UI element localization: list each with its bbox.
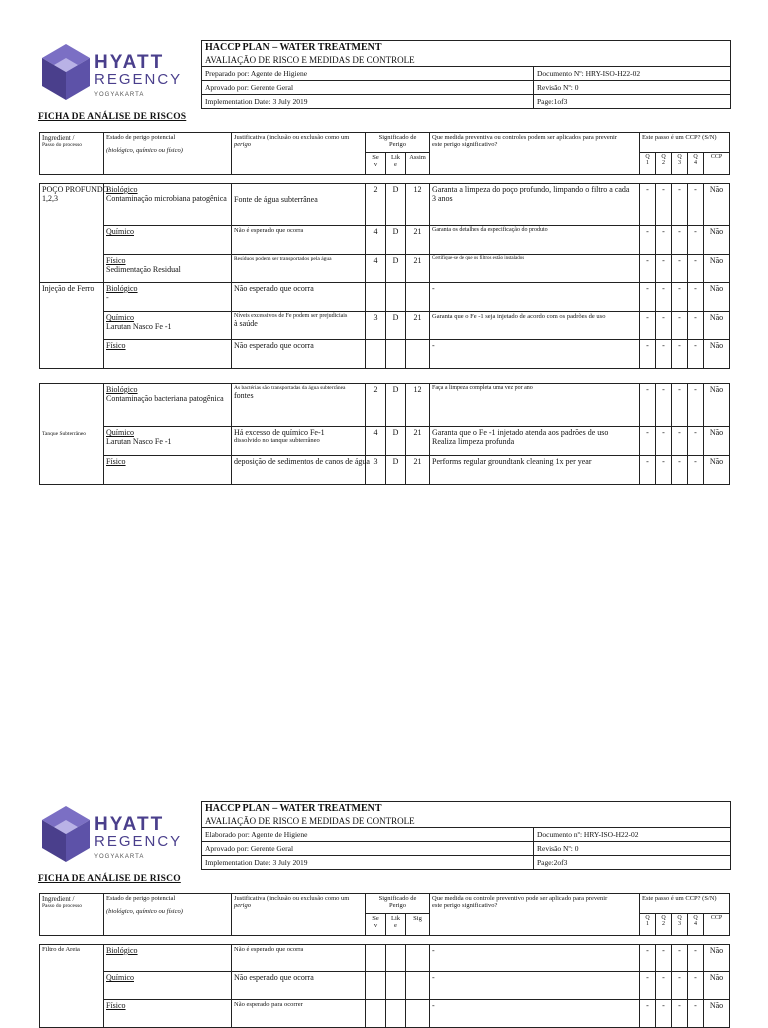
hazard-cell: Químico Larutan Nasco Fe -1	[104, 427, 232, 456]
logo-city: YOGYAKARTA	[94, 854, 145, 860]
table-row	[40, 312, 730, 340]
doc-title: HACCP PLAN – WATER TREATMENT	[202, 802, 731, 816]
step-cell: Injeção de Ferro	[40, 283, 104, 369]
hazard-cell: Físico	[104, 456, 232, 485]
justification-cell: Não esperado que ocorra	[232, 283, 366, 312]
sev-cell	[366, 340, 386, 369]
q3-cell: -	[672, 972, 688, 1000]
q2-cell: -	[656, 1000, 672, 1028]
q4-cell: -	[688, 972, 704, 1000]
sev-cell	[366, 972, 386, 1000]
ccp-cell: Não	[704, 945, 730, 972]
q2-cell: -	[656, 184, 672, 226]
measure-cell: -	[430, 1000, 640, 1028]
hazard-cell: Biológico Contaminação bacteriana patogênica	[104, 384, 232, 427]
sev-cell	[366, 283, 386, 312]
document-number: Documento nº: HRY-ISO-H22-02	[534, 828, 731, 842]
ccp-cell: Não	[704, 1000, 730, 1028]
col-lik: Lik e	[386, 914, 406, 936]
sev-cell: 2	[366, 184, 386, 226]
justification-cell: Resíduos podem ser transportados pela água	[232, 255, 366, 283]
q4-cell: -	[688, 945, 704, 972]
q4-cell: -	[688, 255, 704, 283]
col-q2: Q 2	[656, 153, 672, 175]
col-justification: Justificativa (inclusão ou exclusão como um perigo	[232, 133, 366, 175]
q3-cell: -	[672, 184, 688, 226]
q1-cell: -	[640, 340, 656, 369]
hazard-cell: Biológico Contaminação microbiana patogênica	[104, 184, 232, 226]
page-number: Page:1of3	[534, 95, 731, 109]
lik-cell	[386, 972, 406, 1000]
logo-brand2: REGENCY	[94, 71, 183, 88]
col-ccp-question: Este passo é um CCP? (S/N)	[640, 133, 730, 153]
table-row	[40, 972, 730, 1000]
col-measure: Que medida preventiva ou controles podem ser aplicados para prevenir este perigo significativo?	[430, 133, 640, 175]
measure-cell: Garanta que o Fe -1 seja injetado de acordo com os padrões de uso	[430, 312, 640, 340]
justification-cell: Não é esperado que ocorra	[232, 226, 366, 255]
measure-cell: Performs regular groundtank cleaning 1x per year	[430, 456, 640, 485]
implementation-date: Implementation Date: 3 July 2019	[202, 95, 534, 109]
col-q4: Q 4	[688, 914, 704, 936]
sig-cell: 12	[406, 184, 430, 226]
col-assess: Assim	[406, 153, 430, 175]
col-sev: Se v	[366, 153, 386, 175]
table-row	[40, 1000, 730, 1028]
q2-cell: -	[656, 340, 672, 369]
hyatt-logo-icon	[42, 806, 90, 862]
q4-cell: -	[688, 1000, 704, 1028]
page-number: Page:2of3	[534, 856, 731, 870]
justification-cell: As bactérias são transportadas da água subterrânea fontes	[232, 384, 366, 427]
q4-cell: -	[688, 184, 704, 226]
lik-cell: D	[386, 456, 406, 485]
table-row	[40, 340, 730, 369]
ccp-cell: Não	[704, 340, 730, 369]
measure-cell: Faça a limpeza completa uma vez por ano	[430, 384, 640, 427]
hyatt-regency-logo	[42, 806, 182, 868]
measure-cell: -	[430, 945, 640, 972]
ccp-cell: Não	[704, 255, 730, 283]
q1-cell: -	[640, 456, 656, 485]
prepared-by: Elaborado por: Agente de Higiene	[202, 828, 534, 842]
q1-cell: -	[640, 1000, 656, 1028]
doc-subtitle: AVALIAÇÃO DE RISCO E MEDIDAS DE CONTROLE	[202, 815, 731, 828]
lik-cell: D	[386, 312, 406, 340]
q3-cell: -	[672, 226, 688, 255]
ccp-cell: Não	[704, 972, 730, 1000]
col-q1: Q 1	[640, 914, 656, 936]
q4-cell: -	[688, 283, 704, 312]
table-row	[40, 283, 730, 312]
step-cell: Tanque Subterrâneo	[40, 384, 104, 485]
q1-cell: -	[640, 312, 656, 340]
q4-cell: -	[688, 340, 704, 369]
ccp-cell: Não	[704, 283, 730, 312]
hazard-cell: Biológico	[104, 945, 232, 972]
prepared-by: Preparado por: Agente de Higiene	[202, 67, 534, 81]
hazard-cell: Físico Sedimentação Residual	[104, 255, 232, 283]
measure-cell: -	[430, 340, 640, 369]
analysis-header	[39, 132, 730, 175]
q2-cell: -	[656, 945, 672, 972]
q1-cell: -	[640, 255, 656, 283]
hazard-cell: Físico	[104, 1000, 232, 1028]
sev-cell: 3	[366, 456, 386, 485]
sig-cell	[406, 340, 430, 369]
col-ingredient: Ingredient / Passo do processo	[40, 133, 104, 175]
logo-brand: HYATT	[94, 52, 165, 73]
analysis-table-1	[39, 183, 730, 369]
hazard-cell: Químico	[104, 972, 232, 1000]
q1-cell: -	[640, 226, 656, 255]
q2-cell: -	[656, 384, 672, 427]
justification-cell: Não esperado que ocorra	[232, 340, 366, 369]
revision-number: Revisão Nº: 0	[534, 81, 731, 95]
q4-cell: -	[688, 384, 704, 427]
sheet-title: FICHA DE ANÁLISE DE RISCOS	[38, 112, 187, 122]
analysis-table-2	[39, 383, 730, 485]
col-significance: Significado de Perigo	[366, 894, 430, 914]
sig-cell	[406, 945, 430, 972]
col-lik: Lik e	[386, 153, 406, 175]
q2-cell: -	[656, 972, 672, 1000]
col-ccp: CCP	[704, 153, 730, 175]
lik-cell: D	[386, 255, 406, 283]
sig-cell: 21	[406, 312, 430, 340]
sev-cell: 4	[366, 226, 386, 255]
lik-cell	[386, 945, 406, 972]
q3-cell: -	[672, 384, 688, 427]
q2-cell: -	[656, 456, 672, 485]
lik-cell: D	[386, 384, 406, 427]
q3-cell: -	[672, 312, 688, 340]
q1-cell: -	[640, 184, 656, 226]
q2-cell: -	[656, 255, 672, 283]
sev-cell: 4	[366, 427, 386, 456]
implementation-date: Implementation Date: 3 July 2019	[202, 856, 534, 870]
col-measure: Que medida ou controle preventivo pode ser aplicado para prevenir este perigo significativo?	[430, 894, 640, 936]
sig-cell: 21	[406, 226, 430, 255]
measure-cell: Garanta que o Fe -1 injetado atenda aos padrões de uso Realiza limpeza profunda	[430, 427, 640, 456]
q2-cell: -	[656, 226, 672, 255]
sig-cell: 21	[406, 427, 430, 456]
col-significance: Significado de Perigo	[366, 133, 430, 153]
hazard-cell: Químico Larutan Nasco Fe -1	[104, 312, 232, 340]
document-header	[201, 801, 731, 870]
q1-cell: -	[640, 945, 656, 972]
q3-cell: -	[672, 255, 688, 283]
col-assess: Sig	[406, 914, 430, 936]
measure-cell: -	[430, 283, 640, 312]
sheet-title: FICHA DE ANÁLISE DE RISCO	[38, 874, 181, 884]
col-q3: Q 3	[672, 914, 688, 936]
table-row	[40, 384, 730, 427]
q3-cell: -	[672, 340, 688, 369]
document-header	[201, 40, 731, 109]
q4-cell: -	[688, 456, 704, 485]
hyatt-regency-logo	[42, 44, 182, 106]
sev-cell: 3	[366, 312, 386, 340]
revision-number: Revisão Nº: 0	[534, 842, 731, 856]
lik-cell: D	[386, 427, 406, 456]
lik-cell: D	[386, 184, 406, 226]
lik-cell: D	[386, 226, 406, 255]
ccp-cell: Não	[704, 384, 730, 427]
hazard-cell: Biológico -	[104, 283, 232, 312]
q1-cell: -	[640, 427, 656, 456]
ccp-cell: Não	[704, 184, 730, 226]
justification-cell: Não é esperado que ocorra	[232, 945, 366, 972]
ccp-cell: Não	[704, 226, 730, 255]
q3-cell: -	[672, 427, 688, 456]
q3-cell: -	[672, 456, 688, 485]
analysis-header	[39, 893, 730, 936]
col-q3: Q 3	[672, 153, 688, 175]
measure-cell: Certifique-se de que os filtros estão instalados	[430, 255, 640, 283]
justification-cell: Fonte de água subterrânea	[232, 184, 366, 226]
justification-cell: Não esperado que ocorra	[232, 972, 366, 1000]
q2-cell: -	[656, 427, 672, 456]
col-hazard: Estado de perigo potencial (biológico, químico ou físico)	[104, 133, 232, 175]
col-q2: Q 2	[656, 914, 672, 936]
sig-cell: 21	[406, 456, 430, 485]
measure-cell: Garanta a limpeza do poço profundo, limpando o filtro a cada 3 anos	[430, 184, 640, 226]
q3-cell: -	[672, 1000, 688, 1028]
q2-cell: -	[656, 312, 672, 340]
analysis-table-3	[39, 944, 730, 1028]
measure-cell: -	[430, 972, 640, 1000]
doc-subtitle: AVALIAÇÃO DE RISCO E MEDIDAS DE CONTROLE	[202, 54, 731, 67]
q1-cell: -	[640, 972, 656, 1000]
col-hazard: Estado de perigo potencial (biológico, químico ou físico)	[104, 894, 232, 936]
justification-cell: Há excesso de químico Fe-1 dissolvido no tanque subterrâneo	[232, 427, 366, 456]
q3-cell: -	[672, 283, 688, 312]
col-ccp-question: Este passo é um CCP? (S/N)	[640, 894, 730, 914]
sig-cell: 12	[406, 384, 430, 427]
q4-cell: -	[688, 427, 704, 456]
lik-cell	[386, 1000, 406, 1028]
ccp-cell: Não	[704, 312, 730, 340]
col-ingredient: Ingredient / Passo do processo	[40, 894, 104, 936]
sig-cell	[406, 972, 430, 1000]
ccp-cell: Não	[704, 456, 730, 485]
col-q1: Q 1	[640, 153, 656, 175]
col-justification: Justificativa (inclusão ou exclusão como um perigo	[232, 894, 366, 936]
hazard-cell: Físico	[104, 340, 232, 369]
justification-cell: deposição de sedimentos de canos de água	[232, 456, 366, 485]
q4-cell: -	[688, 312, 704, 340]
sev-cell	[366, 1000, 386, 1028]
col-q4: Q 4	[688, 153, 704, 175]
table-row	[40, 226, 730, 255]
table-row	[40, 945, 730, 972]
q2-cell: -	[656, 283, 672, 312]
table-row	[40, 255, 730, 283]
q3-cell: -	[672, 945, 688, 972]
logo-brand: HYATT	[94, 814, 165, 835]
document-number: Documento Nº: HRY-ISO-H22-02	[534, 67, 731, 81]
table-row	[40, 184, 730, 226]
approved-by: Aprovado por: Gerente Geral	[202, 842, 534, 856]
col-sev: Se v	[366, 914, 386, 936]
justification-cell: Níveis excessivos de Fe podem ser prejudiciais à saúde	[232, 312, 366, 340]
lik-cell	[386, 283, 406, 312]
q1-cell: -	[640, 283, 656, 312]
sig-cell: 21	[406, 255, 430, 283]
step-cell: Filtro de Areia	[40, 945, 104, 1028]
logo-city: YOGYAKARTA	[94, 92, 145, 98]
q1-cell: -	[640, 384, 656, 427]
step-cell: POÇO PROFUNDO 1,2,3	[40, 184, 104, 283]
doc-title: HACCP PLAN – WATER TREATMENT	[202, 41, 731, 55]
logo-brand2: REGENCY	[94, 833, 183, 850]
sig-cell	[406, 1000, 430, 1028]
sig-cell	[406, 283, 430, 312]
table-row	[40, 427, 730, 456]
ccp-cell: Não	[704, 427, 730, 456]
q4-cell: -	[688, 226, 704, 255]
lik-cell	[386, 340, 406, 369]
sev-cell: 2	[366, 384, 386, 427]
table-row	[40, 456, 730, 485]
hazard-cell: Químico	[104, 226, 232, 255]
measure-cell: Garanta os detalhes da especificação do produto	[430, 226, 640, 255]
approved-by: Aprovado por: Gerente Geral	[202, 81, 534, 95]
col-ccp: CCP	[704, 914, 730, 936]
hyatt-logo-icon	[42, 44, 90, 100]
sev-cell: 4	[366, 255, 386, 283]
sev-cell	[366, 945, 386, 972]
justification-cell: Não esperado para ocorrer	[232, 1000, 366, 1028]
